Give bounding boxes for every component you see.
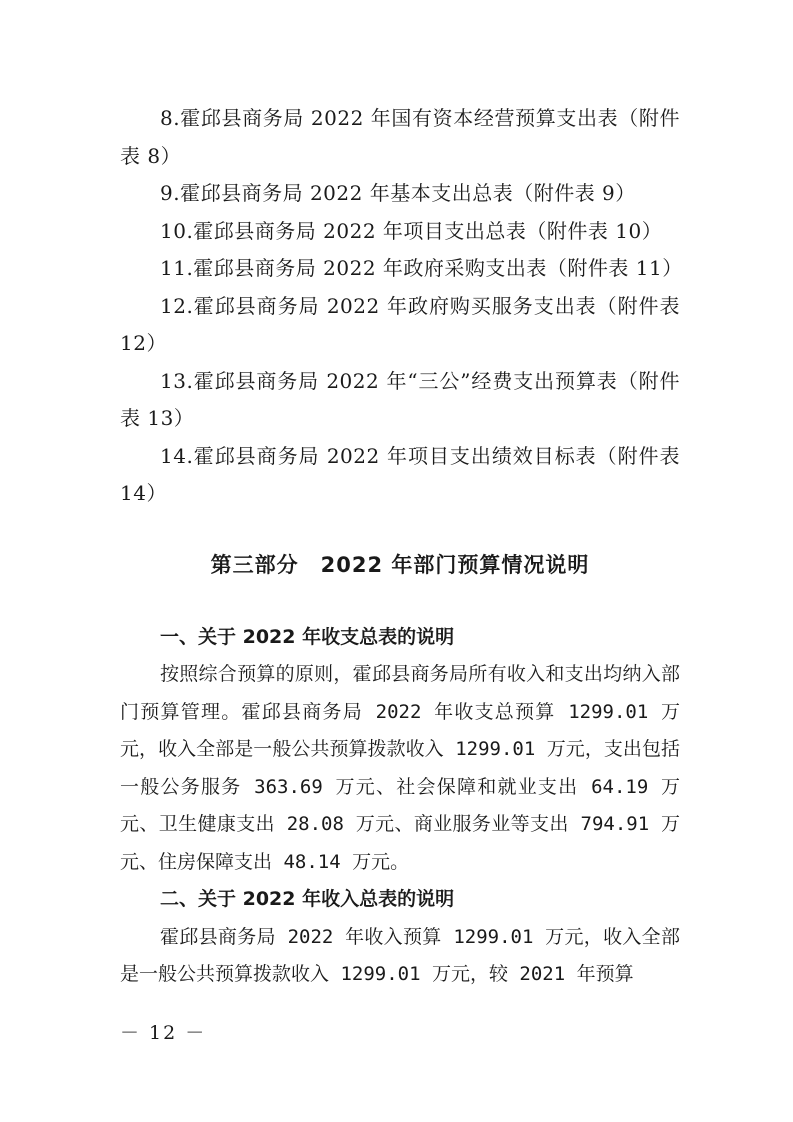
page-number: － 12 － xyxy=(120,1022,207,1044)
attachment-item-9: 9.霍邱县商务局 2022 年基本支出总表（附件表 9） xyxy=(160,181,636,205)
part-1-heading: 一、关于 2022 年收支总表的说明 xyxy=(160,625,455,648)
part-2-heading: 二、关于 2022 年收入总表的说明 xyxy=(160,888,455,910)
part-2-text: 霍邱县商务局 2022 年收入预算 1299.01 万元，收入全部是一般公共预算拨款收入 1299.01 万元，较 2021 年预算 xyxy=(120,925,680,985)
part-1 xyxy=(120,619,680,882)
part-2 xyxy=(120,881,680,994)
attachment-list xyxy=(120,100,683,513)
part-1-text: 按照综合预算的原则，霍邱县商务局所有收入和支出均纳入部门预算管理。霍邱县商务局 2022 年收支总预算 1299.01 万元，收入全部是一般公共预算拨款收入 1299.01 万元，支出包括一般公务服务 363.69 万元、社会保障和就业支出 64.19 万元、卫生健康支出 28.08 万元、商业服务业等支出 794.91 万元、住房保障支出 48.14 万元。 xyxy=(120,663,680,873)
attachment-item-8: 8.霍邱县商务局 2022 年国有资本经营预算支出表（附件表 8） xyxy=(120,106,680,168)
attachment-item-10: 10.霍邱县商务局 2022 年项目支出总表（附件表 10） xyxy=(160,218,663,243)
attachment-item-11: 11.霍邱县商务局 2022 年政府采购支出表（附件表 11） xyxy=(160,256,683,280)
page-content xyxy=(120,100,683,994)
attachment-item-12: 12.霍邱县商务局 2022 年政府购买服务支出表（附件表 12） xyxy=(120,293,680,355)
section-title: 第三部分 2022 年部门预算情况说明 xyxy=(210,552,590,577)
attachment-item-13: 13.霍邱县商务局 2022 年“三公”经费支出预算表（附件表 13） xyxy=(120,368,680,430)
attachment-item-14: 14.霍邱县商务局 2022 年项目支出绩效目标表（附件表 14） xyxy=(120,443,680,505)
